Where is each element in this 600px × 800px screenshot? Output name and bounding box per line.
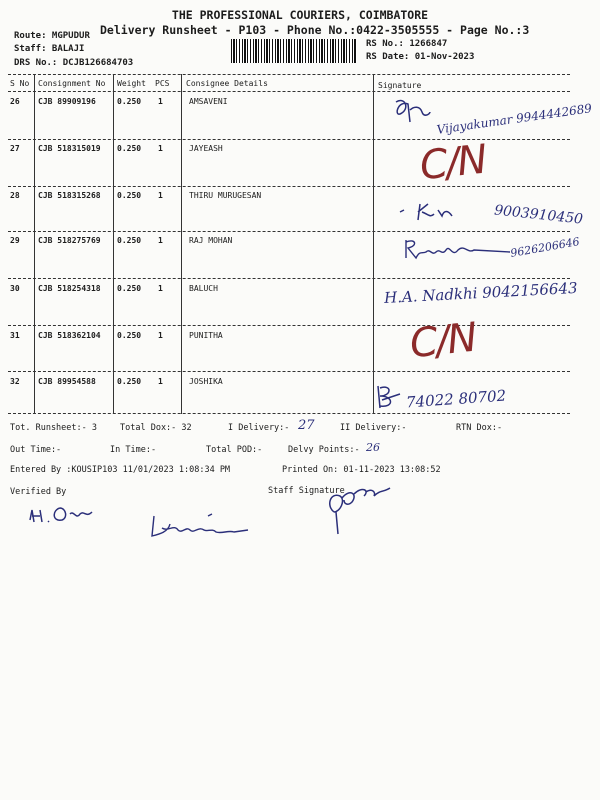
signature-scribble [402, 236, 512, 264]
route-label: Route: MGPUDUR [14, 31, 90, 41]
column-divider [181, 74, 182, 414]
row-sno: 29 [10, 236, 20, 245]
row-pcs: 1 [158, 331, 163, 340]
column-header-pcs: PCS [155, 79, 170, 88]
total-dox: Total Dox:- 32 [120, 423, 192, 433]
signature-scribble [392, 96, 432, 126]
column-header-sno: S No [10, 79, 30, 88]
out-time: Out Time:- [10, 445, 62, 455]
row-sno: 28 [10, 191, 20, 200]
entered-by: Entered By :KOUSIP103 11/01/2023 1:08:34 PM [10, 465, 231, 475]
i-delivery-value: 27 [298, 418, 315, 433]
handwritten-phone: 74022 80702 [405, 386, 507, 412]
row-pcs: 1 [158, 144, 163, 153]
row-sno: 27 [10, 144, 20, 153]
table-header-rule [8, 91, 570, 92]
verifier-signature [26, 500, 106, 530]
row-weight: 0.250 [117, 236, 142, 245]
row-rule [8, 325, 570, 326]
total-pod: Total POD:- [206, 445, 263, 455]
handwritten-receiver-note: H.A. Nadkhi 9042156643 [383, 278, 578, 308]
row-consignment: CJB 518254318 [38, 284, 101, 293]
row-consignee: JOSHIKA [189, 377, 223, 386]
staff-signature-label: Staff Signature [268, 486, 345, 496]
staff-label: Staff: BALAJI [14, 44, 85, 54]
cn-stamp: C/N [417, 136, 488, 190]
delvy-points-value: 26 [366, 441, 380, 454]
cn-stamp: C/N [407, 314, 478, 368]
row-consignee: PUNITHA [189, 331, 223, 340]
row-weight: 0.250 [117, 97, 142, 106]
handwritten-receiver-note: Vijayakumar 9944442689 [435, 101, 593, 137]
row-consignee: THIRU MURUGESAN [189, 191, 262, 200]
row-consignment: CJB 518315268 [38, 191, 101, 200]
column-divider [113, 74, 114, 414]
column-header-consignee: Consignee Details [186, 79, 268, 88]
runsheet-title: Delivery Runsheet - P103 - Phone No.:0422-3505555 - Page No.:3 [100, 23, 530, 37]
staff-signature [324, 482, 394, 538]
in-time: In Time:- [110, 445, 157, 455]
row-weight: 0.250 [117, 284, 142, 293]
printed-on: Printed On: 01-11-2023 13:08:52 [282, 465, 441, 475]
row-pcs: 1 [158, 236, 163, 245]
row-sno: 30 [10, 284, 20, 293]
company-name: THE PROFESSIONAL COURIERS, COIMBATORE [171, 8, 429, 22]
i-delivery-label: I Delivery:- [228, 423, 290, 433]
column-header-weight: Weight [117, 79, 146, 88]
row-consignee: BALUCH [189, 284, 218, 293]
row-consignment: CJB 518275769 [38, 236, 101, 245]
row-consignment: CJB 89909196 [38, 97, 96, 106]
row-rule [8, 371, 570, 372]
row-weight: 0.250 [117, 144, 142, 153]
row-pcs: 1 [158, 377, 163, 386]
rs-date: RS Date: 01-Nov-2023 [366, 52, 475, 62]
row-sno: 32 [10, 377, 20, 386]
row-rule [8, 231, 570, 232]
row-consignment: CJB 518315019 [38, 144, 101, 153]
column-header-signature: Signature [378, 81, 422, 90]
barcode [231, 39, 357, 63]
row-sno: 31 [10, 331, 20, 340]
row-sno: 26 [10, 97, 20, 106]
table-bottom-rule [8, 413, 570, 414]
row-consignment: CJB 518362104 [38, 331, 101, 340]
verifier-signature [148, 512, 258, 542]
row-pcs: 1 [158, 191, 163, 200]
ii-delivery-label: II Delivery:- [340, 423, 407, 433]
row-consignee: JAYEASH [189, 144, 223, 153]
handwritten-phone: 9626206646 [509, 235, 581, 260]
row-consignee: RAJ MOHAN [189, 236, 233, 245]
tot-runsheet: Tot. Runsheet:- 3 [10, 423, 97, 433]
rtn-dox: RTN Dox:- [456, 423, 503, 433]
row-weight: 0.250 [117, 377, 142, 386]
column-divider [373, 74, 374, 414]
row-pcs: 1 [158, 284, 163, 293]
table-top-rule [8, 74, 570, 75]
row-consignment: CJB 89954588 [38, 377, 96, 386]
drs-number: DRS No.: DCJB126684703 [14, 58, 134, 68]
column-header-consignment: Consignment No [38, 79, 106, 88]
column-divider [34, 74, 35, 414]
signature-scribble [398, 200, 458, 226]
handwritten-phone: 9003910450 [493, 202, 584, 228]
row-rule [8, 139, 570, 140]
row-consignee: AMSAVENI [189, 97, 228, 106]
row-pcs: 1 [158, 97, 163, 106]
signature-scribble [372, 382, 406, 412]
delvy-points-label: Delvy Points:- [288, 445, 360, 455]
rs-number: RS No.: 1266847 [366, 39, 448, 49]
verified-by-label: Verified By [10, 487, 67, 497]
row-weight: 0.250 [117, 331, 142, 340]
row-rule [8, 186, 570, 187]
row-rule [8, 278, 570, 279]
row-weight: 0.250 [117, 191, 142, 200]
